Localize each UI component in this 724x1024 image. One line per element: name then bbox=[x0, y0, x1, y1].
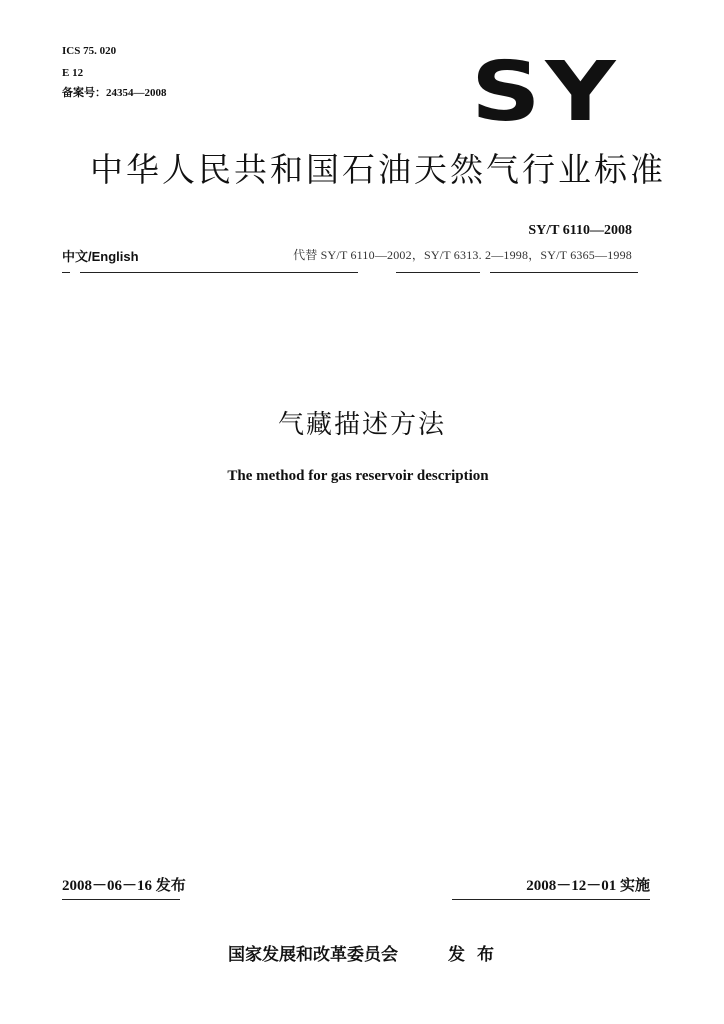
standard-number: SY/T 6110—2008 bbox=[528, 223, 632, 238]
organization-title: 中华人民共和国石油天然气行业标准 bbox=[90, 150, 666, 189]
replaces-note: 代替 SY/T 6110—2002，SY/T 6313. 2—1998，SY/T 6365—1998 bbox=[293, 248, 632, 262]
document-title-chinese: 气藏描述方法 bbox=[277, 410, 446, 440]
language-label: 中文/English bbox=[62, 249, 139, 264]
document-title-english: The method for gas reservoir description bbox=[227, 468, 489, 484]
ics-code: ICS 75. 020 bbox=[62, 45, 117, 57]
sy-logo: SY bbox=[471, 45, 621, 140]
divider-bottom bbox=[452, 899, 650, 900]
publication-date: 2008－06－16 发布 bbox=[62, 878, 186, 894]
divider-top bbox=[80, 272, 358, 273]
record-number: 备案号：24354—2008 bbox=[62, 87, 167, 99]
divider-bottom bbox=[62, 899, 180, 900]
issue-verb: 发布 bbox=[448, 945, 506, 965]
issuing-authority: 国家发展和改革委员会 bbox=[228, 945, 398, 965]
divider-top bbox=[62, 272, 70, 273]
classification-code: E 12 bbox=[62, 67, 84, 79]
divider-top bbox=[396, 272, 480, 273]
divider-top bbox=[490, 272, 638, 273]
effective-date: 2008－12－01 实施 bbox=[526, 878, 650, 894]
